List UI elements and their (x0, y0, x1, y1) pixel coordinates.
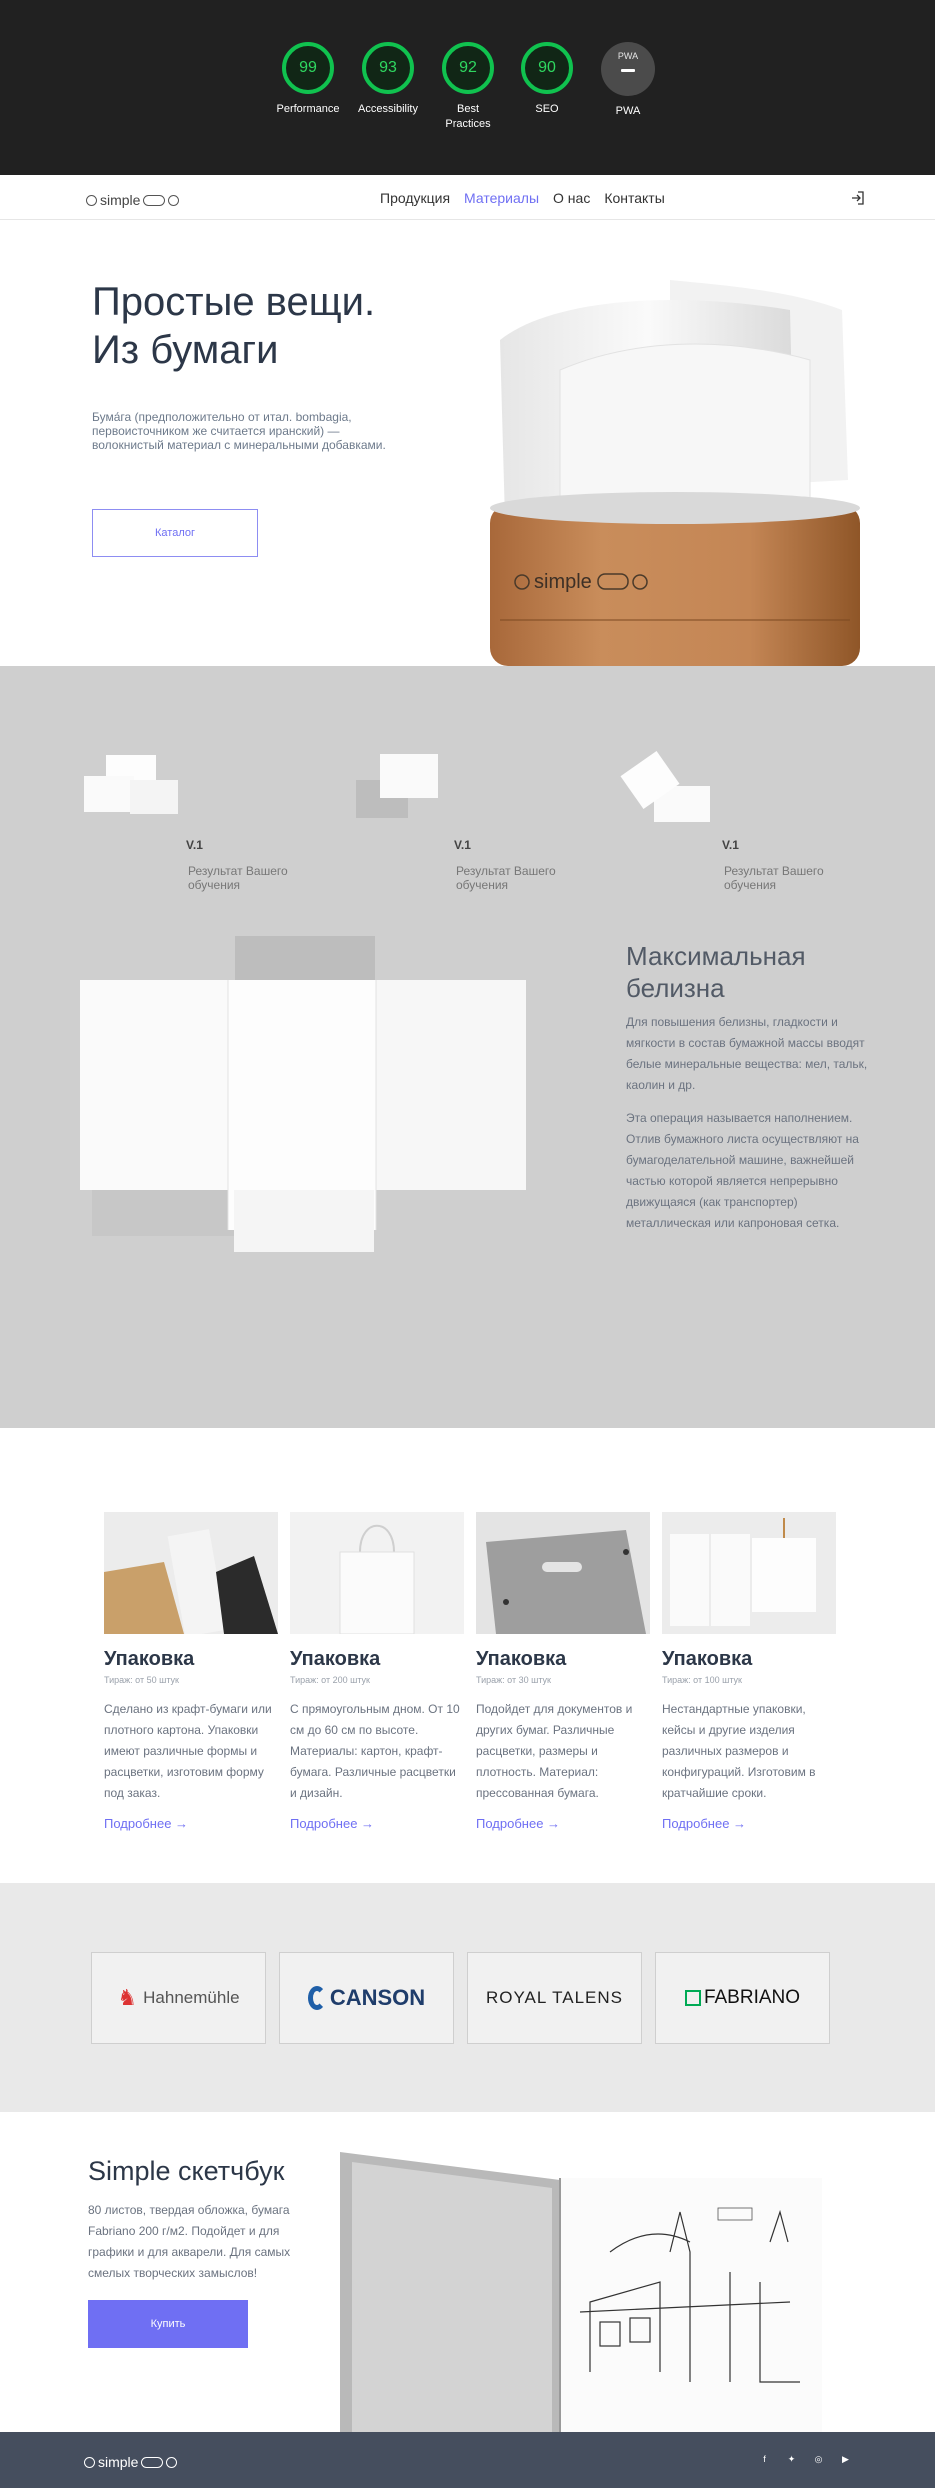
site-logo[interactable] (86, 192, 179, 208)
canson-logo-icon (308, 1986, 326, 2010)
whiteness-title (626, 940, 806, 1004)
pwa-dash-icon (621, 69, 635, 72)
product-image (290, 1512, 464, 1634)
product-subtitle: Тираж: от 50 штук (104, 1675, 179, 1685)
product-card (476, 1512, 650, 1831)
instagram-icon[interactable]: ◎ (814, 2454, 823, 2464)
feature-title: V.1 (186, 838, 203, 852)
nav-link-materials[interactable]: Материалы (464, 190, 540, 206)
social-links (759, 2454, 851, 2465)
paper-tube-image (490, 280, 860, 666)
footer-logo[interactable] (84, 2454, 177, 2470)
pwa-badge-icon (601, 42, 655, 96)
twitter-icon[interactable]: ✦ (787, 2454, 796, 2464)
features-section (0, 666, 935, 1428)
product-title: Упаковка (290, 1648, 381, 1670)
product-card (290, 1512, 464, 1831)
site-navbar (0, 175, 935, 220)
product-subtitle: Тираж: от 30 штук (476, 1675, 551, 1685)
facebook-icon[interactable]: f (763, 2454, 766, 2464)
accessibility-score: 93 (362, 42, 414, 94)
hero-description: Бума́га (предположительно от итал. bombagia, первоисточником же считается иранский) — волокнистый материал с минеральными добавками. (92, 410, 386, 452)
login-icon[interactable] (851, 191, 865, 205)
nav-link-products[interactable]: Продукция (380, 190, 451, 206)
brand-royal-talens[interactable] (467, 1952, 642, 2044)
products-section (0, 1428, 935, 1883)
feature-description: Результат Вашего обучения (724, 864, 824, 892)
brand-name: ROYAL TALENS (485, 1988, 624, 2007)
product-subtitle: Тираж: от 100 штук (662, 1675, 742, 1685)
site-footer (0, 2432, 935, 2488)
best-practices-gauge[interactable] (423, 42, 513, 132)
performance-score: 99 (282, 42, 334, 94)
best-practices-label: Best Practices (445, 103, 491, 130)
product-title: Упаковка (662, 1648, 753, 1670)
product-description: Нестандартные упаковки, кейсы и другие изделия различных размеров и конфигураций. Изготовим в кратчайшие сроки. (662, 1702, 816, 1800)
whiteness-title-line2: белизна (626, 973, 725, 1003)
product-card (104, 1512, 278, 1831)
catalog-button[interactable]: Каталог (92, 509, 258, 557)
whiteness-title-line1: Максимальная (626, 941, 806, 971)
tube-logo-text: simple (534, 571, 592, 593)
product-description: Подойдет для документов и других бумаг. Различные расцветки, размеры и плотность. Материал: прессованная бумага. (476, 1702, 633, 1800)
product-more-link[interactable]: Подробнее → (662, 1816, 747, 1831)
pwa-badge-text: PWA (617, 51, 639, 61)
sketchbook-title: Simple скетчбук (88, 2156, 285, 2186)
product-subtitle: Тираж: от 200 штук (290, 1675, 370, 1685)
brand-name: FABRIANO (703, 1987, 801, 2008)
feature-description: Результат Вашего обучения (188, 864, 288, 892)
youtube-icon[interactable]: ▶ (842, 2454, 849, 2464)
nav-link-about[interactable]: О нас (553, 190, 591, 206)
product-title: Упаковка (476, 1648, 567, 1670)
best-practices-score: 92 (442, 42, 494, 94)
product-title: Упаковка (104, 1648, 195, 1670)
brand-canson[interactable] (279, 1952, 454, 2044)
sketchbook-description: 80 листов, твердая обложка, бумага Fabriano 200 г/м2. Подойдет и для графики и для акварели. Для самых смелых творческих замыслов! (88, 2203, 291, 2280)
brand-hahnemuhle[interactable] (91, 1952, 266, 2044)
seo-label: SEO (535, 103, 559, 115)
logo-circle-icon (84, 2457, 95, 2468)
paper-cards-image (352, 750, 447, 830)
buy-button[interactable]: Купить (88, 2300, 248, 2348)
logo-circle-icon (86, 195, 97, 206)
product-image (476, 1512, 650, 1634)
seo-gauge[interactable] (502, 42, 592, 117)
hero-title-line1: Простые вещи. (92, 280, 376, 324)
logo-circle-icon (166, 2457, 177, 2468)
feature-card (620, 750, 860, 892)
logo-circle-icon (168, 195, 179, 206)
product-more-link[interactable]: Подробнее → (290, 1816, 375, 1831)
sketchbook-section (0, 2112, 935, 2432)
logo-pill-icon (143, 195, 165, 206)
product-more-link[interactable]: Подробнее → (104, 1816, 189, 1831)
paper-cards-image (84, 750, 179, 830)
fabriano-logo-icon (685, 1990, 701, 2006)
brand-name: Hahnemühle (143, 1988, 240, 2007)
feature-card (84, 750, 324, 892)
product-image (662, 1512, 836, 1634)
paper-cards-image (620, 750, 715, 830)
accessibility-label: Accessibility (358, 103, 418, 115)
seo-score: 90 (521, 42, 573, 94)
performance-gauge[interactable] (263, 42, 353, 117)
logo-text: simple (100, 192, 141, 208)
product-more-link[interactable]: Подробнее → (476, 1816, 561, 1831)
brand-fabriano[interactable] (655, 1952, 830, 2044)
whiteness-paragraph-1: Для повышения белизны, гладкости и мягкости в состав бумажной массы вводят белые минеральные вещества: мел, тальк, каолин и др. (626, 1015, 868, 1092)
whiteness-paragraph-2: Эта операция называется наполнением. Отлив бумажного листа осуществляют на бумагоделательной машине, важнейшей частью которой является непрерывно движущаяся (как транспортер) металлическая или капроновая сетка. (626, 1111, 859, 1230)
product-description: Сделано из крафт-бумаги или плотного картона. Упаковки имеют различные формы и расцветки, изготовим форму под заказ. (104, 1702, 272, 1800)
hero-title-line2: Из бумаги (92, 328, 279, 372)
product-description: С прямоугольным дном. От 10 см до 60 см по высоте. Материалы: картон, крафт-бумага. Различные расцветки и дизайн. (290, 1702, 460, 1800)
feature-title: V.1 (722, 838, 739, 852)
brands-section (0, 1883, 935, 2112)
rooster-icon: ♞ (117, 1985, 138, 2010)
feature-description: Результат Вашего обучения (456, 864, 556, 892)
accessibility-gauge[interactable] (343, 42, 433, 117)
brand-name: CANSON (329, 1985, 426, 2010)
footer-logo-text: simple (98, 2454, 139, 2470)
hero-section (0, 220, 935, 666)
pwa-gauge[interactable] (583, 42, 673, 119)
folded-paper-image (80, 936, 550, 1276)
sketchbook-image (330, 2152, 830, 2432)
pwa-label: PWA (615, 105, 641, 117)
logo-pill-icon (141, 2457, 163, 2468)
nav-links (380, 190, 665, 206)
product-card (662, 1512, 836, 1831)
lighthouse-report-bar (0, 0, 935, 175)
nav-link-contacts[interactable]: Контакты (604, 190, 665, 206)
feature-card (352, 750, 592, 892)
hero-title (92, 278, 375, 374)
product-image (104, 1512, 278, 1634)
performance-label: Performance (276, 103, 340, 115)
feature-title: V.1 (454, 838, 471, 852)
